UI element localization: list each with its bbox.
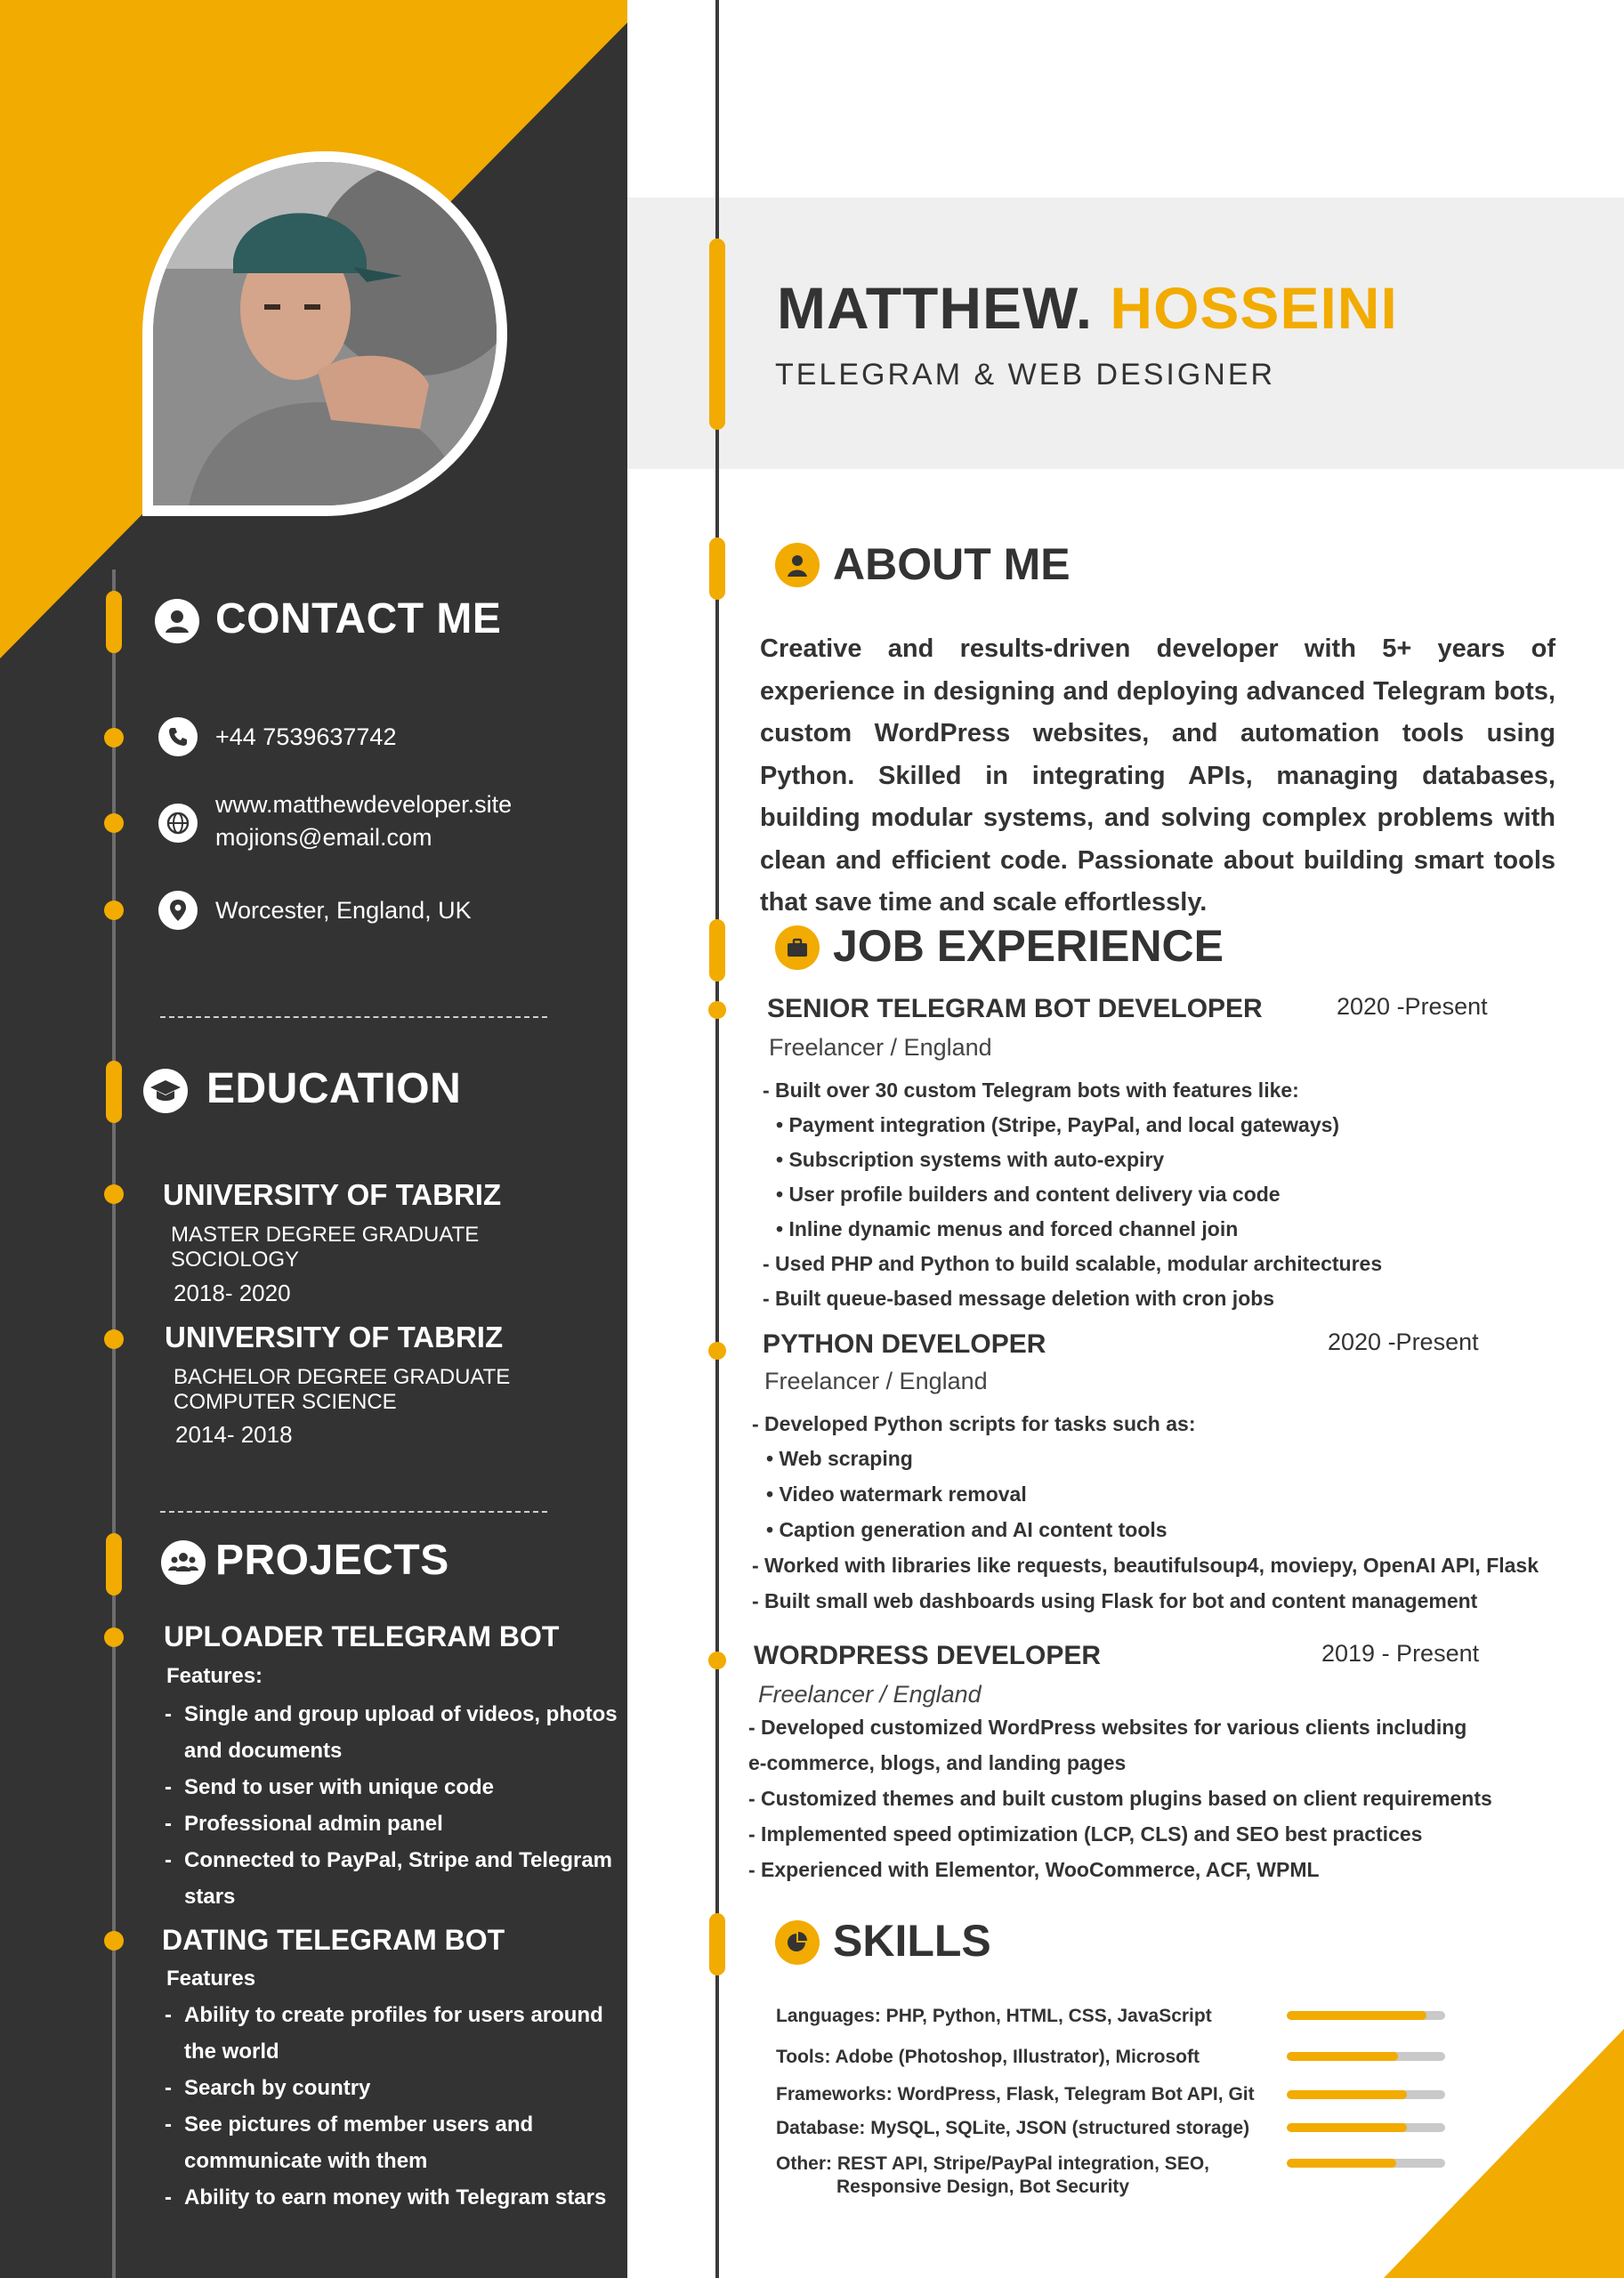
skill-label-continued: Responsive Design, Bot Security [836,2177,1130,2197]
project-feature-list [165,1997,627,2216]
job-detail-line: - Developed customized WordPress websites for various clients including [748,1716,1467,1739]
projects-section-marker [106,1533,122,1595]
education-years: 2018- 2020 [174,1280,291,1306]
skill-label: Database: MySQL, SQLite, JSON (structured storage) [776,2118,1250,2138]
job-date: 2020 -Present [1328,1329,1479,1355]
job-role: PYTHON DEVELOPER [763,1329,1046,1359]
education-years: 2014- 2018 [175,1421,293,1448]
pie-chart-icon [775,1920,820,1965]
list-item: - Ability to earn money with Telegram stars [165,2179,627,2216]
job-detail-line: • Video watermark removal [766,1482,1027,1506]
user-circle-icon [155,599,199,643]
skills-section-marker [709,1913,725,1975]
project-title: UPLOADER TELEGRAM BOT [164,1620,560,1652]
job-title: TELEGRAM & WEB DESIGNER [775,358,1276,392]
about-heading: ABOUT ME [833,539,1071,589]
list-item: - Professional admin panel [165,1805,627,1842]
job-role: SENIOR TELEGRAM BOT DEVELOPER [767,994,1263,1023]
first-name: MATTHEW. [777,275,1094,341]
timeline-dot [104,901,124,920]
profile-photo [153,162,497,505]
divider [160,1511,547,1513]
contact-website[interactable]: www.matthewdeveloper.site [215,791,513,818]
project-title: DATING TELEGRAM BOT [162,1924,505,1956]
job-detail-line: - Customized themes and built custom plugins based on client requirements [748,1787,1492,1810]
skills-heading: SKILLS [833,1916,991,1966]
about-section-marker [709,537,725,600]
education-field: COMPUTER SCIENCE [174,1390,397,1414]
contact-location: Worcester, England, UK [215,897,472,924]
job-detail-line: - Used PHP and Python to build scalable, modular architectures [763,1252,1383,1275]
person-photo-icon [153,162,497,505]
globe-icon [158,804,198,843]
job-date: 2020 -Present [1337,993,1488,1020]
job-company: Freelancer / England [758,1681,982,1708]
education-section-marker [106,1061,122,1123]
list-item: - Send to user with unique code [165,1769,627,1805]
full-name [777,274,1398,342]
user-icon [775,543,820,587]
job-detail-line: - Built queue-based message deletion with cron jobs [763,1287,1275,1310]
skill-label: Other: REST API, Stripe/PayPal integration, SEO, [776,2153,1209,2174]
divider [160,1016,547,1018]
job-detail-line: - Implemented speed optimization (LCP, CLS) and SEO best practices [748,1822,1423,1846]
timeline-dot [708,1652,726,1669]
timeline-dot [104,1931,124,1951]
yellow-corner-decoration [1384,2029,1624,2278]
timeline-dot [104,1329,124,1349]
job-company: Freelancer / England [764,1368,988,1394]
list-item: - Connected to PayPal, Stripe and Telegram stars [165,1842,627,1915]
education-degree: BACHELOR DEGREE GRADUATE [174,1365,511,1389]
team-icon [161,1540,206,1585]
projects-heading: PROJECTS [215,1537,449,1584]
job-detail-line: • User profile builders and content delivery via code [776,1183,1281,1206]
list-item: - See pictures of member users and communicate with them [165,2106,627,2179]
timeline-dot [104,813,124,833]
job-detail-line: - Experienced with Elementor, WooCommerce, ACF, WPML [748,1858,1320,1881]
list-item: - Single and group upload of videos, photos and documents [165,1696,627,1769]
briefcase-icon [775,925,820,970]
timeline-dot [104,1184,124,1204]
job-detail-line: - Worked with libraries like requests, beautifulsoup4, moviepy, OpenAI API, Flask [752,1554,1539,1577]
contact-email[interactable]: mojions@email.com [215,824,432,851]
profile-photo-frame [142,151,507,516]
project-features-label: Features [166,1967,256,1991]
graduation-cap-icon [143,1069,188,1113]
skill-bar-fill [1287,2011,1426,2020]
job-detail-line: • Subscription systems with auto-expiry [776,1148,1165,1171]
job-detail-line: • Inline dynamic menus and forced channel join [776,1217,1239,1240]
job-detail-line: • Web scraping [766,1447,913,1470]
education-school: UNIVERSITY OF TABRIZ [163,1178,502,1211]
job-company: Freelancer / England [769,1034,992,1061]
job-detail-line: - Built over 30 custom Telegram bots with features like: [763,1078,1299,1102]
experience-heading: JOB EXPERIENCE [833,921,1224,971]
job-detail-line: - Developed Python scripts for tasks such as: [752,1412,1196,1435]
contact-heading: CONTACT ME [215,595,502,642]
skill-label: Languages: PHP, Python, HTML, CSS, JavaScript [776,2006,1212,2026]
about-text: Creative and results-driven developer with 5+ years of experience in designing and deploying advanced Telegram bots, custom WordPress websites, and automation tools using Python. Skilled in integrating APIs, managing databases, building modular systems, and solving complex problems with clean and efficient code. Passionate about building smart tools that save time and scale effortlessly. [760,634,1555,917]
timeline-dot [104,1628,124,1647]
left-sidebar [0,0,627,2278]
skill-bar [1287,2011,1445,2020]
contact-section-marker [106,591,122,653]
project-features-label: Features: [166,1664,263,1688]
skill-label: Tools: Adobe (Photoshop, Illustrator), Microsoft [776,2047,1200,2067]
timeline-dot [708,1342,726,1360]
skill-bar-fill [1287,2159,1396,2168]
contact-phone[interactable]: +44 7539637742 [215,723,397,750]
list-item: - Ability to create profiles for users around the world [165,1997,627,2070]
education-heading: EDUCATION [206,1065,462,1112]
project-feature-list [165,1696,627,1915]
location-pin-icon [158,891,198,930]
last-name: HOSSEINI [1110,275,1398,341]
timeline-dot [708,1001,726,1019]
education-field: SOCIOLOGY [171,1248,300,1272]
job-detail-line: e-commerce, blogs, and landing pages [748,1751,1127,1774]
list-item: - Search by country [165,2070,627,2106]
experience-section-marker [709,919,725,981]
job-detail-line: • Payment integration (Stripe, PayPal, and local gateways) [776,1113,1340,1136]
job-detail-line: • Caption generation and AI content tools [766,1518,1168,1541]
education-degree: MASTER DEGREE GRADUATE [171,1223,480,1247]
phone-icon [158,717,198,756]
timeline-dot [104,728,124,747]
job-role: WORDPRESS DEVELOPER [754,1641,1102,1670]
job-detail-line: - Built small web dashboards using Flask for bot and content management [752,1589,1478,1612]
education-school: UNIVERSITY OF TABRIZ [165,1321,504,1353]
job-date: 2019 - Present [1321,1640,1480,1667]
skill-label: Frameworks: WordPress, Flask, Telegram Bot API, Git [776,2084,1255,2104]
header-marker [709,238,725,430]
skill-bar-fill [1287,2052,1398,2061]
